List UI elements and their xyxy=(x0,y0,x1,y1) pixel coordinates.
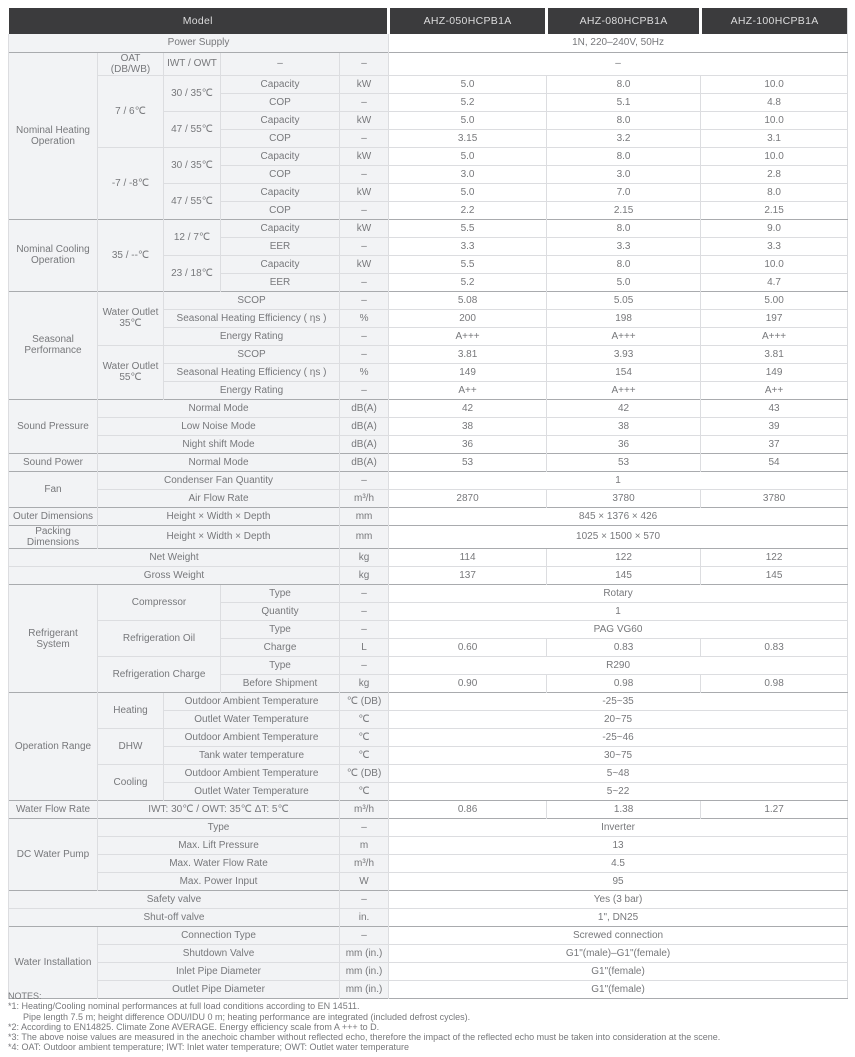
value-cell: 0.86 xyxy=(389,801,547,819)
label-cell: Capacity xyxy=(221,111,340,129)
value-cell: 0.60 xyxy=(389,639,547,657)
label-cell: Sound Power xyxy=(9,453,98,471)
label-cell: Refrigerant System xyxy=(9,585,98,693)
label-cell: kg xyxy=(340,675,389,693)
value-cell: 5~22 xyxy=(389,783,848,801)
label-cell: kg xyxy=(340,549,389,567)
table-row xyxy=(9,435,848,453)
table-row xyxy=(9,873,848,891)
value-cell: Inverter xyxy=(389,819,848,837)
label-cell: Seasonal Performance xyxy=(9,291,98,399)
label-cell: – xyxy=(221,52,340,75)
label-cell: – xyxy=(340,621,389,639)
value-cell: 38 xyxy=(389,417,547,435)
label-cell: – xyxy=(340,93,389,111)
label-cell: Capacity xyxy=(221,183,340,201)
label-cell: OAT (DB/WB) xyxy=(98,52,164,75)
label-cell: Refrigeration Charge xyxy=(98,657,221,693)
label-cell: EER xyxy=(221,237,340,255)
label-cell: dB(A) xyxy=(340,453,389,471)
value-cell: 149 xyxy=(389,363,547,381)
value-cell: 5.08 xyxy=(389,291,547,309)
label-cell: – xyxy=(340,585,389,603)
label-cell: – xyxy=(340,381,389,399)
value-cell: 37 xyxy=(701,435,848,453)
model-column-header: AHZ-100HCPB1A xyxy=(701,8,848,34)
label-cell: – xyxy=(340,291,389,309)
label-cell: Charge xyxy=(221,639,340,657)
value-cell: PAG VG60 xyxy=(389,621,848,639)
table-row xyxy=(9,399,848,417)
label-cell: – xyxy=(340,273,389,291)
table-row xyxy=(9,52,848,75)
label-cell: Before Shipment xyxy=(221,675,340,693)
label-cell: Net Weight xyxy=(9,549,340,567)
table-row xyxy=(9,837,848,855)
value-cell: 197 xyxy=(701,309,848,327)
value-cell: 3780 xyxy=(701,489,848,507)
value-cell: 8.0 xyxy=(547,219,701,237)
value-cell: 1.27 xyxy=(701,801,848,819)
label-cell: % xyxy=(340,309,389,327)
label-cell: kg xyxy=(340,567,389,585)
notes-line: Pipe length 7.5 m; height difference ODU/IDU 0 m; heating performance are integrated (included defrost cycles). xyxy=(8,1011,471,1022)
value-cell: 95 xyxy=(389,873,848,891)
table-row xyxy=(9,525,848,548)
label-cell: -7 / -8℃ xyxy=(98,147,164,219)
label-cell: Energy Rating xyxy=(164,381,340,399)
table-row xyxy=(9,417,848,435)
value-cell: 10.0 xyxy=(701,75,848,93)
value-cell: 2.15 xyxy=(547,201,701,219)
value-cell: 1025 × 1500 × 570 xyxy=(389,525,848,548)
label-cell: Height × Width × Depth xyxy=(98,525,340,548)
label-cell: mm (in.) xyxy=(340,981,389,999)
label-cell: Night shift Mode xyxy=(98,435,340,453)
value-cell: 8.0 xyxy=(547,111,701,129)
value-cell: 10.0 xyxy=(701,111,848,129)
label-cell: m³/h xyxy=(340,855,389,873)
label-cell: in. xyxy=(340,909,389,927)
value-cell: A++ xyxy=(389,381,547,399)
table-row xyxy=(9,219,848,237)
label-cell: mm xyxy=(340,525,389,548)
label-cell: – xyxy=(340,201,389,219)
label-cell: Seasonal Heating Efficiency ( ηs ) xyxy=(164,309,340,327)
label-cell: Outlet Water Temperature xyxy=(164,783,340,801)
value-cell: 1 xyxy=(389,603,848,621)
label-cell: COP xyxy=(221,93,340,111)
label-cell: Outlet Pipe Diameter xyxy=(98,981,340,999)
table-row xyxy=(9,765,848,783)
value-cell: 1N, 220–240V, 50Hz xyxy=(389,34,848,52)
label-cell: 7 / 6℃ xyxy=(98,75,164,147)
label-cell: m³/h xyxy=(340,801,389,819)
table-row xyxy=(9,657,848,675)
value-cell: 5.5 xyxy=(389,219,547,237)
value-cell: 3.81 xyxy=(389,345,547,363)
table-row xyxy=(9,567,848,585)
label-cell: Refrigeration Oil xyxy=(98,621,221,657)
label-cell: kW xyxy=(340,147,389,165)
label-cell: Capacity xyxy=(221,147,340,165)
label-cell: kW xyxy=(340,111,389,129)
label-cell: dB(A) xyxy=(340,435,389,453)
table-row xyxy=(9,507,848,525)
label-cell: Condenser Fan Quantity xyxy=(98,471,340,489)
label-cell: ℃ xyxy=(340,729,389,747)
label-cell: Capacity xyxy=(221,255,340,273)
value-cell: 3.3 xyxy=(389,237,547,255)
value-cell: 137 xyxy=(389,567,547,585)
value-cell: – xyxy=(389,52,848,75)
label-cell: Fan xyxy=(9,471,98,507)
notes-line: *1: Heating/Cooling nominal performances at full load conditions according to EN 14511. xyxy=(8,1001,360,1012)
table-row xyxy=(9,34,848,52)
value-cell: 5.0 xyxy=(389,111,547,129)
value-cell: 43 xyxy=(701,399,848,417)
value-cell: 0.83 xyxy=(547,639,701,657)
value-cell: 38 xyxy=(547,417,701,435)
label-cell: – xyxy=(340,129,389,147)
label-cell: Quantity xyxy=(221,603,340,621)
value-cell: 2.2 xyxy=(389,201,547,219)
table-row xyxy=(9,585,848,603)
label-cell: 30 / 35℃ xyxy=(164,75,221,111)
value-cell: 0.90 xyxy=(389,675,547,693)
table-row xyxy=(9,729,848,747)
label-cell: – xyxy=(340,891,389,909)
label-cell: ℃ (DB) xyxy=(340,765,389,783)
value-cell: 8.0 xyxy=(701,183,848,201)
label-cell: Max. Water Flow Rate xyxy=(98,855,340,873)
value-cell: 5.0 xyxy=(389,75,547,93)
table-row xyxy=(9,927,848,945)
value-cell: 145 xyxy=(701,567,848,585)
value-cell: 5.00 xyxy=(701,291,848,309)
value-cell: 122 xyxy=(701,549,848,567)
value-cell: 5.0 xyxy=(547,273,701,291)
label-cell: Type xyxy=(221,657,340,675)
value-cell: 53 xyxy=(547,453,701,471)
label-cell: Nominal Heating Operation xyxy=(9,52,98,219)
label-cell: EER xyxy=(221,273,340,291)
value-cell: 5.5 xyxy=(389,255,547,273)
label-cell: Energy Rating xyxy=(164,327,340,345)
label-cell: 35 / --℃ xyxy=(98,219,164,291)
table-row xyxy=(9,855,848,873)
value-cell: 5.0 xyxy=(389,147,547,165)
value-cell: 54 xyxy=(701,453,848,471)
value-cell: 39 xyxy=(701,417,848,435)
label-cell: Heating xyxy=(98,693,164,729)
label-cell: kW xyxy=(340,219,389,237)
label-cell: – xyxy=(340,819,389,837)
label-cell: dB(A) xyxy=(340,417,389,435)
value-cell: 845 × 1376 × 426 xyxy=(389,507,848,525)
value-cell: G1"(female) xyxy=(389,981,848,999)
value-cell: 5~48 xyxy=(389,765,848,783)
value-cell: 36 xyxy=(547,435,701,453)
value-cell: R290 xyxy=(389,657,848,675)
label-cell: m³/h xyxy=(340,489,389,507)
label-cell: Packing Dimensions xyxy=(9,525,98,548)
label-cell: COP xyxy=(221,165,340,183)
label-cell: Outdoor Ambient Temperature xyxy=(164,765,340,783)
value-cell: 3.2 xyxy=(547,129,701,147)
label-cell: DHW xyxy=(98,729,164,765)
table-header xyxy=(9,8,848,34)
value-cell: Rotary xyxy=(389,585,848,603)
value-cell: 3.0 xyxy=(389,165,547,183)
label-cell: Shut-off valve xyxy=(9,909,340,927)
label-cell: Safety valve xyxy=(9,891,340,909)
value-cell: 7.0 xyxy=(547,183,701,201)
value-cell: 0.83 xyxy=(701,639,848,657)
value-cell: A+++ xyxy=(547,327,701,345)
label-cell: Water Outlet 35℃ xyxy=(98,291,164,345)
label-cell: Normal Mode xyxy=(98,453,340,471)
label-cell: kW xyxy=(340,75,389,93)
label-cell: – xyxy=(340,52,389,75)
table-body xyxy=(9,34,848,999)
value-cell: 8.0 xyxy=(547,75,701,93)
label-cell: mm (in.) xyxy=(340,945,389,963)
value-cell: 5.0 xyxy=(389,183,547,201)
value-cell: A++ xyxy=(701,381,848,399)
table-row xyxy=(9,945,848,963)
value-cell: 2.15 xyxy=(701,201,848,219)
spec-table xyxy=(8,8,848,999)
label-cell: m xyxy=(340,837,389,855)
label-cell: Outdoor Ambient Temperature xyxy=(164,729,340,747)
label-cell: Shutdown Valve xyxy=(98,945,340,963)
value-cell: -25~35 xyxy=(389,693,848,711)
value-cell: 145 xyxy=(547,567,701,585)
value-cell: 1.38 xyxy=(547,801,701,819)
label-cell: SCOP xyxy=(164,345,340,363)
label-cell: L xyxy=(340,639,389,657)
label-cell: IWT: 30℃ / OWT: 35℃ ΔT: 5℃ xyxy=(98,801,340,819)
value-cell: 36 xyxy=(389,435,547,453)
header-row xyxy=(9,8,848,34)
value-cell: 1 xyxy=(389,471,848,489)
label-cell: – xyxy=(340,165,389,183)
label-cell: ℃ (DB) xyxy=(340,693,389,711)
notes xyxy=(8,991,848,1053)
label-cell: Outer Dimensions xyxy=(9,507,98,525)
label-cell: – xyxy=(340,345,389,363)
value-cell: 5.2 xyxy=(389,93,547,111)
label-cell: – xyxy=(340,237,389,255)
label-cell: 30 / 35℃ xyxy=(164,147,221,183)
notes-line: *2: According to EN14825. Climate Zone AVERAGE. Energy efficiency scale from A +++ to D. xyxy=(8,1021,380,1032)
table-row xyxy=(9,621,848,639)
value-cell: 5.2 xyxy=(389,273,547,291)
label-cell: Water Flow Rate xyxy=(9,801,98,819)
label-cell: Power Supply xyxy=(9,34,389,52)
label-cell: COP xyxy=(221,129,340,147)
value-cell: 2.8 xyxy=(701,165,848,183)
label-cell: mm xyxy=(340,507,389,525)
value-cell: 122 xyxy=(547,549,701,567)
value-cell: -25~46 xyxy=(389,729,848,747)
table-row xyxy=(9,693,848,711)
label-cell: Compressor xyxy=(98,585,221,621)
value-cell: 5.1 xyxy=(547,93,701,111)
value-cell: 4.8 xyxy=(701,93,848,111)
label-cell: Max. Power Input xyxy=(98,873,340,891)
label-cell: Air Flow Rate xyxy=(98,489,340,507)
table-row xyxy=(9,963,848,981)
label-cell: Gross Weight xyxy=(9,567,340,585)
value-cell: G1"(female) xyxy=(389,963,848,981)
label-cell: Cooling xyxy=(98,765,164,801)
table-row xyxy=(9,471,848,489)
table-row xyxy=(9,819,848,837)
label-cell: – xyxy=(340,657,389,675)
table-row xyxy=(9,453,848,471)
notes-title: NOTES: xyxy=(8,991,42,1001)
value-cell: 149 xyxy=(701,363,848,381)
value-cell: 2870 xyxy=(389,489,547,507)
label-cell: kW xyxy=(340,183,389,201)
label-cell: ℃ xyxy=(340,747,389,765)
label-cell: dB(A) xyxy=(340,399,389,417)
label-cell: Water Outlet 55℃ xyxy=(98,345,164,399)
value-cell: 42 xyxy=(389,399,547,417)
label-cell: Capacity xyxy=(221,75,340,93)
label-cell: 47 / 55℃ xyxy=(164,111,221,147)
value-cell: 5.05 xyxy=(547,291,701,309)
label-cell: W xyxy=(340,873,389,891)
model-column-header: AHZ-050HCPB1A xyxy=(389,8,547,34)
value-cell: 200 xyxy=(389,309,547,327)
value-cell: 4.7 xyxy=(701,273,848,291)
label-cell: % xyxy=(340,363,389,381)
value-cell: 10.0 xyxy=(701,255,848,273)
table-row xyxy=(9,909,848,927)
value-cell: A+++ xyxy=(701,327,848,345)
value-cell: 0.98 xyxy=(701,675,848,693)
model-column-header: AHZ-080HCPB1A xyxy=(547,8,701,34)
label-cell: Capacity xyxy=(221,219,340,237)
label-cell: Seasonal Heating Efficiency ( ηs ) xyxy=(164,363,340,381)
label-cell: DC Water Pump xyxy=(9,819,98,891)
label-cell: COP xyxy=(221,201,340,219)
label-cell: Sound Pressure xyxy=(9,399,98,453)
value-cell: 0.98 xyxy=(547,675,701,693)
label-cell: Height × Width × Depth xyxy=(98,507,340,525)
value-cell: 30~75 xyxy=(389,747,848,765)
table-row xyxy=(9,147,848,165)
value-cell: Yes (3 bar) xyxy=(389,891,848,909)
label-cell: – xyxy=(340,327,389,345)
value-cell: 3.93 xyxy=(547,345,701,363)
table-row xyxy=(9,291,848,309)
label-cell: – xyxy=(340,927,389,945)
value-cell: 10.0 xyxy=(701,147,848,165)
label-cell: Type xyxy=(221,621,340,639)
label-cell: Type xyxy=(98,819,340,837)
label-cell: Water Installation xyxy=(9,927,98,999)
label-cell: 47 / 55℃ xyxy=(164,183,221,219)
table-row xyxy=(9,549,848,567)
label-cell: ℃ xyxy=(340,711,389,729)
value-cell: A+++ xyxy=(389,327,547,345)
label-cell: 23 / 18℃ xyxy=(164,255,221,291)
value-cell: 114 xyxy=(389,549,547,567)
label-cell: 12 / 7℃ xyxy=(164,219,221,255)
table-row xyxy=(9,489,848,507)
label-cell: Outlet Water Temperature xyxy=(164,711,340,729)
value-cell: 3.15 xyxy=(389,129,547,147)
label-cell: – xyxy=(340,603,389,621)
label-cell: Outdoor Ambient Temperature xyxy=(164,693,340,711)
label-cell: Connection Type xyxy=(98,927,340,945)
label-cell: Type xyxy=(221,585,340,603)
value-cell: A+++ xyxy=(547,381,701,399)
value-cell: 53 xyxy=(389,453,547,471)
label-cell: Max. Lift Pressure xyxy=(98,837,340,855)
value-cell: 3.81 xyxy=(701,345,848,363)
label-cell: IWT / OWT xyxy=(164,52,221,75)
value-cell: 3780 xyxy=(547,489,701,507)
value-cell: 8.0 xyxy=(547,255,701,273)
table-row xyxy=(9,75,848,93)
value-cell: 154 xyxy=(547,363,701,381)
label-cell: Nominal Cooling Operation xyxy=(9,219,98,291)
value-cell: 9.0 xyxy=(701,219,848,237)
value-cell: 198 xyxy=(547,309,701,327)
value-cell: 4.5 xyxy=(389,855,848,873)
table-row xyxy=(9,345,848,363)
value-cell: G1"(male)–G1"(female) xyxy=(389,945,848,963)
label-cell: SCOP xyxy=(164,291,340,309)
label-cell: – xyxy=(340,471,389,489)
value-cell: 3.3 xyxy=(701,237,848,255)
label-cell: Inlet Pipe Diameter xyxy=(98,963,340,981)
value-cell: Screwed connection xyxy=(389,927,848,945)
label-cell: mm (in.) xyxy=(340,963,389,981)
notes-line: *3: The above noise values are measured in the anechoic chamber without reflected echo, therefore the impact of the reflected echo must be taken into consideration at the scene. xyxy=(8,1032,721,1043)
label-cell: kW xyxy=(340,255,389,273)
value-cell: 20~75 xyxy=(389,711,848,729)
model-header-cell: Model xyxy=(9,8,389,34)
value-cell: 3.0 xyxy=(547,165,701,183)
table-row xyxy=(9,801,848,819)
value-cell: 3.3 xyxy=(547,237,701,255)
table-row xyxy=(9,891,848,909)
value-cell: 42 xyxy=(547,399,701,417)
label-cell: Low Noise Mode xyxy=(98,417,340,435)
value-cell: 3.1 xyxy=(701,129,848,147)
label-cell: Tank water temperature xyxy=(164,747,340,765)
value-cell: 1", DN25 xyxy=(389,909,848,927)
value-cell: 13 xyxy=(389,837,848,855)
label-cell: ℃ xyxy=(340,783,389,801)
notes-line: *4: OAT: Outdoor ambient temperature; IWT: Inlet water temperature; OWT: Outlet water temperature xyxy=(8,1042,409,1053)
value-cell: 8.0 xyxy=(547,147,701,165)
label-cell: Operation Range xyxy=(9,693,98,801)
label-cell: Normal Mode xyxy=(98,399,340,417)
